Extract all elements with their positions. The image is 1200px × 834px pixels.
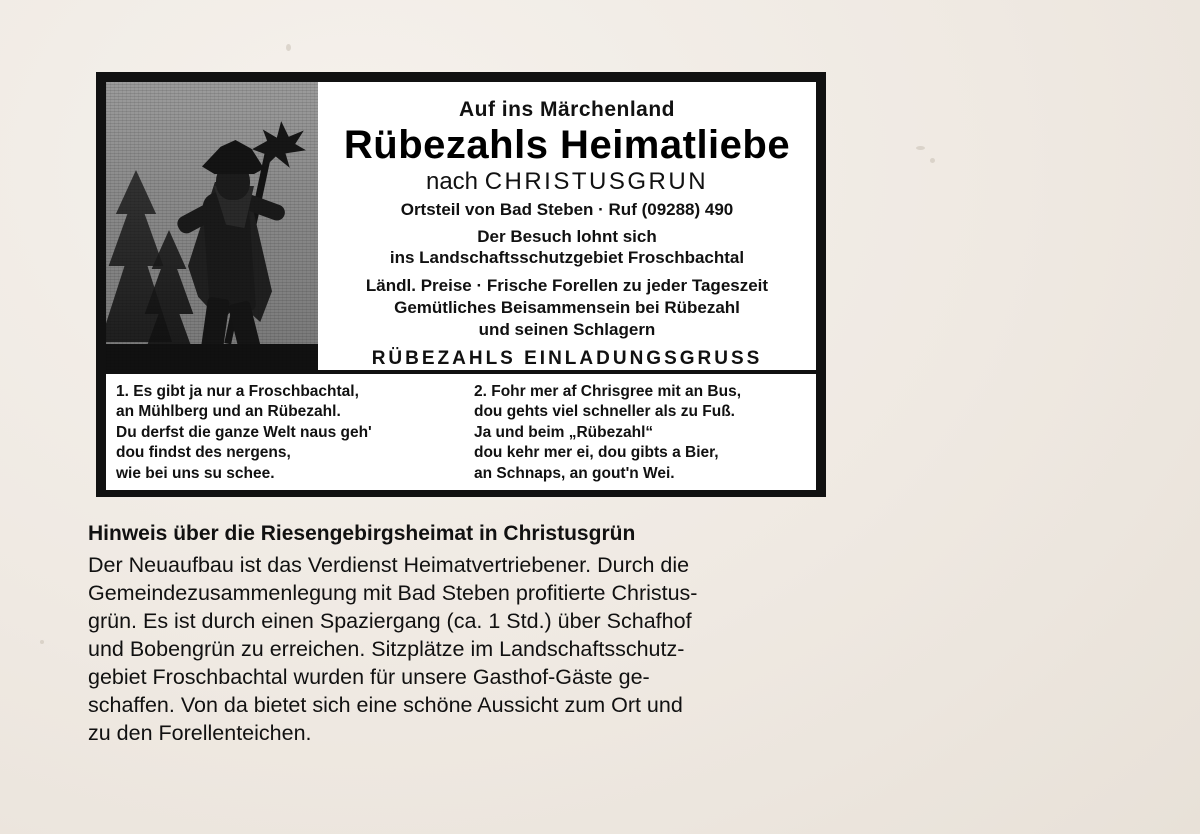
ad-subheadline-prefix: nach	[425, 168, 485, 195]
ad-location-line: Ortsteil von Bad Steben · Ruf (09288) 490	[400, 200, 734, 219]
article-section	[88, 522, 848, 748]
paper-speck	[40, 640, 44, 644]
article-line: und Bobengrün zu erreichen. Sitzplätze im Landschaftsschutz-	[88, 636, 685, 661]
ad-visit-lines	[328, 226, 806, 269]
paper-speck	[286, 44, 291, 51]
verse-left-line: dou findst des nergens,	[116, 444, 291, 462]
article-line: Gemeindezusammenlegung mit Bad Steben profitierte Christus-	[88, 580, 698, 605]
verse-left-line: Du derfst die ganze Welt naus geh'	[116, 423, 372, 441]
ad-visit-line-1: Der Besuch lohnt sich	[477, 227, 657, 246]
ad-offer-line-2: Gemütliches Beisammensein bei Rübezahl	[394, 297, 740, 317]
article-line: grün. Es ist durch einen Spaziergang (ca. 1 Std.) über Schafhof	[88, 608, 692, 633]
verse-right-line: 2. Fohr mer af Chrisgree mit an Bus,	[474, 383, 742, 400]
article-heading: Hinweis über die Riesengebirgsheimat in Christusgrün	[88, 522, 636, 545]
verse-left-line: an Mühlberg und an Rübezahl.	[116, 403, 341, 421]
verse-right-line: an Schnaps, an gout'n Wei.	[474, 464, 675, 482]
ad-headline-small: Auf ins Märchenland	[458, 98, 676, 121]
verse-left	[116, 382, 452, 484]
ad-offer-line-1: Ländl. Preise · Frische Forellen zu jeder Tageszeit	[365, 275, 769, 295]
verse-left-line: wie bei uns su schee.	[116, 464, 275, 482]
verse-right-line: dou kehr mer ei, dou gibts a Bier,	[474, 444, 719, 462]
ad-greeting-title: RÜBEZAHLS EINLADUNGSGRUSS	[371, 347, 763, 369]
ad-headline-main: Rübezahls Heimatliebe	[343, 123, 791, 167]
paper-speck	[916, 146, 925, 150]
advertisement-block	[96, 72, 826, 497]
advertisement-upper-section	[106, 82, 816, 370]
paper-speck	[930, 158, 935, 163]
ad-subheadline-place: CHRISTUSGRUN	[484, 168, 709, 195]
article-line: zu den Forellenteichen.	[88, 720, 312, 745]
advertisement-text-column	[318, 82, 816, 370]
ad-subheadline	[328, 168, 806, 196]
article-line: Der Neuaufbau ist das Verdienst Heimatvertriebener. Durch die	[88, 553, 690, 577]
ruebezahl-woodcut-illustration	[106, 82, 318, 370]
verse-right-line: Ja und beim „Rübezahl“	[474, 423, 654, 441]
ad-offer-line-3: und seinen Schlagern	[478, 319, 656, 339]
invitation-verses	[106, 370, 816, 490]
verse-right	[466, 382, 810, 484]
article-body	[88, 552, 848, 748]
halftone-texture	[106, 82, 318, 370]
verse-left-line: 1. Es gibt ja nur a Froschbachtal,	[116, 383, 359, 400]
ad-visit-line-2: ins Landschaftsschutzgebiet Froschbachtal	[389, 248, 745, 268]
verse-right-line: dou gehts viel schneller als zu Fuß.	[474, 403, 735, 421]
ad-offer-lines	[328, 275, 806, 341]
article-line: schaffen. Von da bietet sich eine schöne Aussicht zum Ort und	[88, 692, 683, 717]
article-line: gebiet Froschbachtal wurden für unsere Gasthof-Gäste ge-	[88, 664, 650, 689]
